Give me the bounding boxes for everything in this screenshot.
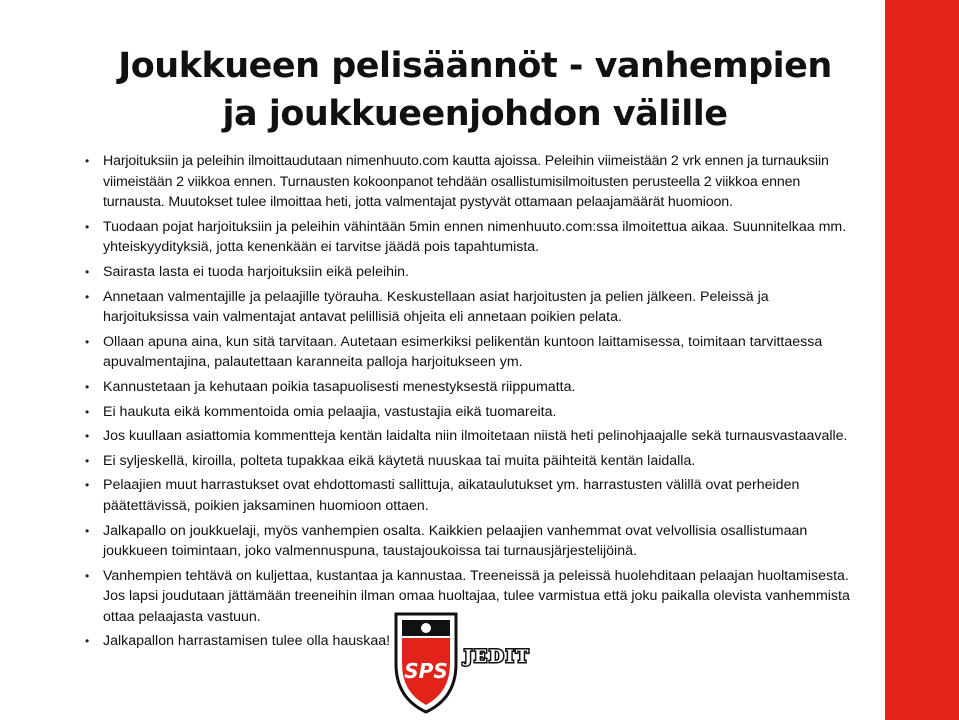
- bullet-dot-icon: •: [85, 264, 90, 279]
- list-item: • Ollaan apuna aina, kun sitä tarvitaan. Autetaan esimerkiksi pelikentän kuntoon laittamisessa, toimitaan tarvittaessa apuvalmentajina, palautettaan karanneita palloja harjoitukseen ym.: [85, 333, 823, 371]
- list-item: • Vanhempien tehtävä on kuljettaa, kustantaa ja kannustaa. Treeneissä ja peleissä huolehditaan pelaajan huoltamisesta. Jos lapsi joudutaan jättämään treeneihin ilman omaa huoltajaa, tulee varmistua että joku paikalla olevista vanhemmista ottaa pelaajasta vastuun.: [85, 567, 850, 625]
- badge-text: SPS: [404, 659, 448, 683]
- slide-title-line-2: ja joukkueenjohdon välille: [222, 94, 728, 134]
- brand-wordmark: JEDIT: [464, 647, 531, 667]
- shield-icon: [396, 614, 456, 712]
- list-item: • Kannustetaan ja kehutaan poikia tasapuolisesti menestyksestä riippumatta.: [83, 377, 853, 398]
- slide-title: [60, 42, 890, 138]
- list-item: • Harjoituksiin ja peleihin ilmoittaudutaan nimenhuuto.com kautta ajoissa. Peleihin viimeistään 2 vrk ennen ja turnauksiin viimeistään 2 viikkoa ennen. Turnausten kokoonpanot tehdään osallistumisilmoitusten perusteella 2 viikkoa ennen turnausta. Muutokset tulee ilmoittaa heti, jotta valmentajat pystyvät ottamaan pelaajamäärät huomioon.: [85, 153, 829, 211]
- club-logo: [390, 606, 540, 718]
- slide-title-line-1: Joukkueen pelisäännöt - vanhempien: [118, 46, 832, 86]
- bullet-dot-icon: •: [85, 523, 90, 538]
- red-side-bar: [885, 0, 959, 720]
- bullet-dot-icon: •: [85, 289, 90, 304]
- list-item: • Pelaajien muut harrastukset ovat ehdottomasti sallittuja, aikataulutukset ym. harrastusten välillä ovat perheiden päätettävissä, poikien jaksaminen huomioon ottaen.: [85, 477, 800, 514]
- rules-list: [83, 151, 853, 656]
- list-item: • Tuodaan pojat harjoituksiin ja peleihin vähintään 5min ennen nimenhuuto.com:ssa ilmoitettua aikaa. Suunnitelkaa mm. yhteiskyydityksiä, jotta kenenkään ei tarvitse jäädä pois tapahtumista.: [85, 218, 847, 256]
- bullet-dot-icon: •: [85, 334, 90, 349]
- bullet-dot-icon: •: [85, 478, 90, 493]
- bullet-dot-icon: •: [85, 379, 90, 394]
- list-item: • Ei syljeskellä, kiroilla, polteta tupakkaa eikä käytetä nuuskaa tai muita päihteitä kentän laidalla.: [83, 451, 853, 472]
- list-item: • Jos kuullaan asiattomia kommentteja kentän laidalta niin ilmoitetaan niistä heti pelinohjaajalle sekä turnausvastaavalle.: [83, 426, 853, 447]
- bullet-dot-icon: •: [85, 404, 90, 419]
- list-item: • Sairasta lasta ei tuoda harjoituksiin eikä peleihin.: [83, 262, 853, 283]
- list-item: • Ei haukuta eikä kommentoida omia pelaajia, vastustajia eikä tuomareita.: [83, 402, 853, 423]
- bullet-dot-icon: •: [85, 219, 90, 234]
- list-item: • Jalkapallo on joukkuelaji, myös vanhempien osalta. Kaikkien pelaajien vanhemmat ovat velvollisia osallistumaan joukkueen toimintaan, joko valmennuspuna, taustajoukoissa tai turnausjärjestelijöinä.: [85, 522, 808, 560]
- list-item: • Annetaan valmentajille ja pelaajille työrauha. Keskustellaan asiat harjoitusten ja pelien jälkeen. Peleissä ja harjoituksissa vain valmentajat antavat pelillisiä ohjeita eli annetaan poikien pelata.: [85, 288, 769, 326]
- bullet-dot-icon: •: [85, 429, 90, 444]
- bullet-dot-icon: •: [85, 568, 90, 583]
- bullet-dot-icon: •: [85, 453, 90, 468]
- bullet-dot-icon: •: [85, 154, 90, 168]
- bullet-dot-icon: •: [85, 634, 90, 649]
- list-item: • Jalkapallon harrastamisen tulee olla hauskaa!: [83, 631, 853, 652]
